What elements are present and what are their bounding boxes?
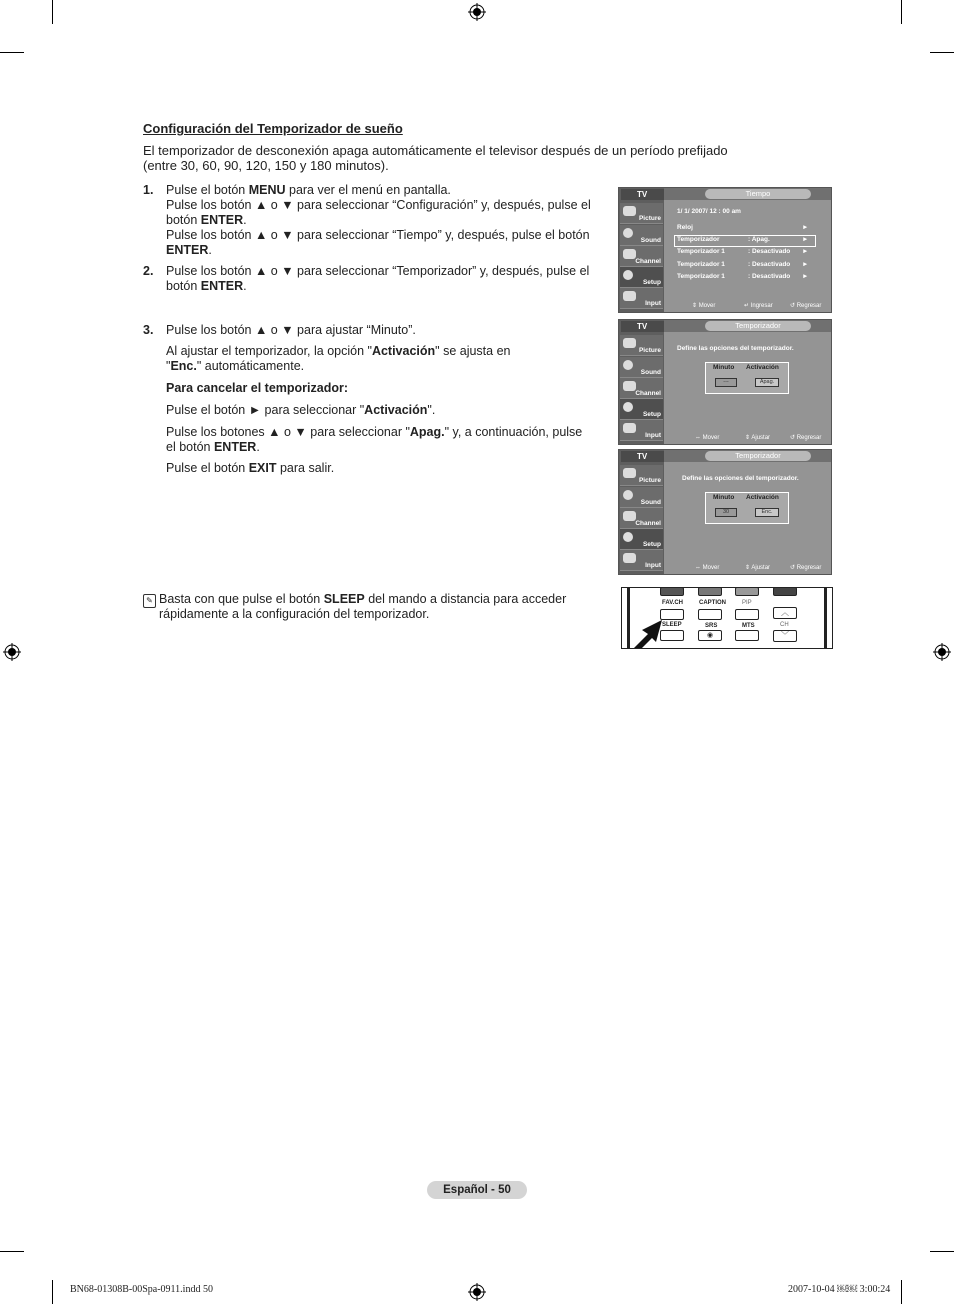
datetime: 1/ 1/ 2007/ 12 : 00 am [677,208,741,215]
cancel-heading [166,381,606,396]
menu-item-sound [620,225,663,246]
registration-mark-icon [3,643,21,661]
setup-icon [623,532,633,542]
screen-content [664,200,831,312]
text: para ver el menú en pantalla. [285,183,451,197]
color-button [698,587,722,596]
menu-item-label: Sound [640,369,661,376]
color-button [660,587,684,596]
pip-button [735,609,759,620]
footer-label: Regresar [796,565,822,571]
tv-screen-temporizador-off [618,319,832,445]
footer-label: Regresar [796,303,822,309]
text: del mando a distancia para acceder rápidamente a la configuración del temporizador. [159,592,567,621]
text: " se ajusta en " [166,344,511,373]
menu-item-label: Channel [635,390,661,397]
footer-move: ⇕ Mover [692,303,716,309]
row-arrow: ► [802,236,809,243]
menu-item-channel [620,246,663,267]
step-number: 3. [143,323,154,337]
text: Pulse el botón [166,461,249,475]
footer-return: ↺ Regresar [790,565,822,571]
menu-item-sound [620,357,663,378]
step-line [166,264,611,294]
remote-label: CAPTION [699,600,726,606]
crop-mark [901,0,902,24]
menu-item-setup [620,399,663,420]
text: Pulse los botón ▲ o ▼ para seleccionar “Temporizador” y, después, pulse el botón [166,264,590,293]
text-bold: ENTER [166,243,209,257]
section-intro: El temporizador de desconexión apaga automáticamente el televisor después de un período prefijado (entre 30, 60, 90, 120, 150 y 180 minutos). [143,143,728,173]
row-value: : Apag. [748,236,770,243]
srs-button: ◉ [698,630,722,641]
footer-label: Mover [702,435,720,441]
remote-label: MTS [742,623,755,629]
screen-header: Tiempo [705,189,811,199]
screen-description: Define las opciones del temporizador. [677,345,794,352]
menu-item-label: Input [645,432,661,439]
text: . [243,213,247,227]
input-icon [623,423,636,433]
menu-item-picture [620,335,663,356]
col-minuto: Minuto [713,494,735,501]
screen-header: Temporizador [705,451,811,461]
step-line [166,198,611,228]
footer-label: Ajustar [751,435,771,441]
row-arrow: ► [802,224,809,231]
row-label: Temporizador 1 [677,273,725,280]
row-value: : Desactivado [748,273,791,280]
row-value: : Desactivado [748,248,791,255]
step-body [166,183,611,258]
menu-item-input [620,420,663,441]
step-body [166,264,611,294]
row-label: Reloj [677,224,693,231]
text: " y, a continuación, pulse el botón [166,425,583,454]
remote-label: SRS [705,623,718,629]
page-label: Español - 50 [427,1181,527,1199]
text: . [243,279,247,293]
footer-label: Regresar [796,435,822,441]
screen-description: Define las opciones del temporizador. [682,475,799,482]
color-button [773,587,797,596]
menu-item-sound [620,487,663,508]
text-bold: Apag. [409,425,445,439]
text: . [256,440,260,454]
menu-item-label: Picture [638,477,661,484]
ch-down-button: ﹀ [773,630,797,642]
text-bold: Enc. [170,359,197,373]
menu-item-label: Setup [642,541,661,548]
footer-label: Mover [702,565,720,571]
row-label: Temporizador [677,236,720,243]
registration-mark-icon [933,643,951,661]
crop-mark [52,1280,53,1304]
col-activacion: Activación [746,364,779,371]
registration-mark-icon [468,3,486,21]
col-minuto: Minuto [713,364,735,371]
crop-mark [930,52,954,53]
text: Al ajustar el temporizador, la opción " [166,344,372,358]
tv-screen-temporizador-on [618,449,832,575]
menu-item-label: Channel [635,520,661,527]
step-3-paragraph [166,403,606,418]
text: ". [427,403,436,417]
text: Pulse los botón ▲ o ▼ para seleccionar “Tiempo” y, después, pulse el botón [166,228,590,242]
remote-edge [824,588,827,648]
picture-icon [623,468,636,478]
mts-button [735,630,759,641]
menu-item-label: Setup [642,411,661,418]
pointer-arrow-icon [626,618,668,649]
row-arrow: ► [802,248,809,255]
tv-label: TV [621,189,664,200]
screen-header: Temporizador [705,321,811,331]
text: Pulse los botones ▲ o ▼ para seleccionar " [166,425,410,439]
section-title: Configuración del Temporizador de sueño [143,121,403,136]
menu-item-label: Setup [642,279,661,286]
text-bold: Activación [364,403,428,417]
setup-icon [623,402,633,412]
activation-field: Enc. [755,508,779,517]
text-bold: SLEEP [323,592,365,606]
input-icon [623,553,636,563]
text: " automáticamente. [196,359,305,373]
menu-item-input [620,288,663,309]
input-icon [623,291,636,301]
footer-return: ↺ Regresar [790,303,822,309]
tv-screen-tiempo [618,187,832,313]
text: Basta con que pulse el botón [159,592,324,606]
footer-move: ⇔ Mover [695,565,720,571]
menu-item-picture [620,203,663,224]
step-line [166,183,611,198]
step-number: 1. [143,183,154,197]
text: Pulse los botón ▲ o ▼ para seleccionar “Configuración” y, después, pulse el botón [166,198,591,227]
menu-item-label: Channel [635,258,661,265]
crop-mark [0,1251,24,1252]
col-activacion: Activación [746,494,779,501]
crop-mark [52,0,53,24]
menu-item-label: Input [645,562,661,569]
setup-icon [623,270,633,280]
text-bold: ENTER [200,213,244,227]
remote-label: CH [780,622,789,628]
tv-label: TV [621,451,664,462]
footer-label: Ajustar [751,565,771,571]
minute-field: --- [715,378,737,387]
remote-label: FAV.CH [662,600,684,606]
caption-button [698,609,722,620]
sound-icon [623,490,633,500]
step-body: Pulse los botón ▲ o ▼ para ajustar “Minuto”. [166,323,416,337]
text-bold: MENU [248,183,286,197]
menu-item-input [620,550,663,571]
text: . [208,243,212,257]
text-bold: ENTER [213,440,257,454]
text-bold: EXIT [248,461,277,475]
menu-item-channel [620,508,663,529]
text-bold: ENTER [200,279,244,293]
crop-mark [0,52,24,53]
footer-adjust: ⇕ Ajustar [745,435,771,441]
footer-adjust: ⇕ Ajustar [745,565,771,571]
row-value: : Desactivado [748,261,791,268]
tv-label: TV [621,321,664,332]
menu-item-label: Input [645,300,661,307]
print-footer-right: 2007-10-04 ￼￼ 3:00:24 [788,1284,891,1295]
crop-mark [901,1280,902,1304]
menu-item-label: Picture [638,347,661,354]
step-line [166,228,611,258]
row-label: Temporizador 1 [677,261,725,268]
footer-move: ⇔ Mover [695,435,720,441]
text-bold: Activación [371,344,436,358]
step-3-paragraph [166,425,586,455]
remote-illustration [621,587,833,649]
menu-item-picture [620,465,663,486]
registration-mark-icon [468,1283,486,1301]
picture-icon [623,206,636,216]
menu-item-channel [620,378,663,399]
footer-enter: ↵ Ingresar [744,303,773,309]
picture-icon [623,338,636,348]
channel-icon [623,381,636,391]
footer-return: ↺ Regresar [790,435,822,441]
text: Pulse el botón [166,183,249,197]
text-bold: Para cancelar el temporizador: [166,381,349,395]
footer-label: Mover [698,303,716,309]
minute-field: 30 [715,508,737,517]
text: para salir. [276,461,335,475]
menu-item-label: Sound [640,237,661,244]
channel-icon [623,249,636,259]
row-arrow: ► [802,261,809,268]
channel-icon [623,511,636,521]
step-3-paragraph [166,461,606,476]
ch-up-button: ︿ [773,607,797,619]
text: Pulse el botón ► para seleccionar " [166,403,365,417]
menu-item-label: Sound [640,499,661,506]
footer-label: Ingresar [750,303,773,309]
note-icon: ✎ [143,594,156,608]
step-3-paragraph [166,344,546,374]
activation-field: Apag. [755,378,779,387]
print-footer-left: BN68-01308B-00Spa-0911.indd 50 [70,1284,213,1295]
remote-label: PIP [742,600,752,606]
menu-item-setup [620,267,663,288]
sound-icon [623,228,633,238]
sound-icon [623,360,633,370]
menu-item-setup [620,529,663,550]
crop-mark [930,1251,954,1252]
remote-label: SLEEP [662,622,682,628]
row-arrow: ► [802,273,809,280]
color-button [735,587,759,596]
menu-item-label: Picture [638,215,661,222]
row-label: Temporizador 1 [677,248,725,255]
note-text [159,592,569,622]
step-number: 2. [143,264,154,278]
